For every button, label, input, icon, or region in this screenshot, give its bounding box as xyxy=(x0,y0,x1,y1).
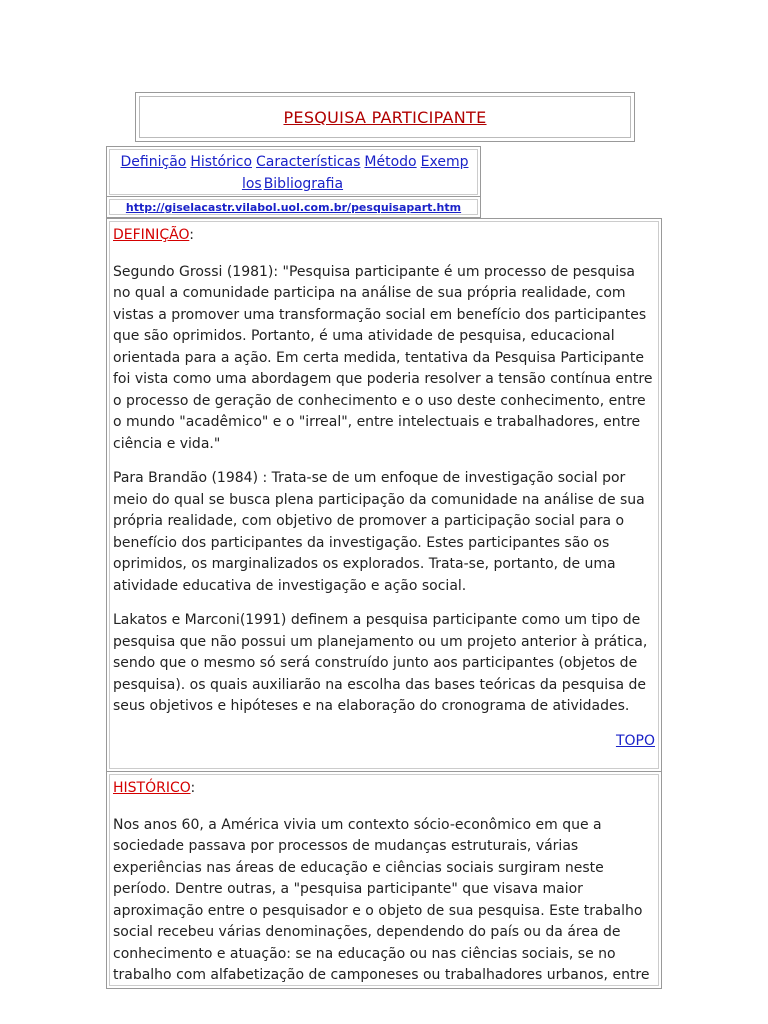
definicao-paragraph-2: Para Brandão (1984) : Trata-se de um enfoque de investigação social por meio do qual se busca plena participação da comunidade na análise de sua própria realidade, com objetivo de promover a participação social para o benefício dos participantes da investigação. Estes participantes são os oprimidos, os marginalizados os explorados. Trata-se, portanto, de uma atividade educativa de investigação e ação social. xyxy=(113,470,645,594)
historico-paragraph-1: Nos anos 60, a América vivia um contexto sócio-econômico em que a sociedade passava por processos de mudanças estruturais, várias experiências nas áreas de educação e ciências sociais surgiram neste período. Dentre outras, a "pesquisa participante" que visava maior aproximação entre o pesquisador e o objeto de sua pesquisa. Este trabalho social recebeu várias denominações, dependendo do país ou da área de conhecimento e atuação: se na educação ou nas ciências sociais, se no trabalho com alfabetização de camponeses ou trabalhadores urbanos, entre xyxy=(113,816,650,983)
nav-link-metodo[interactable]: Método xyxy=(364,154,417,170)
title-inner xyxy=(139,96,631,138)
definicao-paragraph-3: Lakatos e Marconi(1991) definem a pesquisa participante como um tipo de pesquisa que não possui um planejamento ou um projeto anterior à prática, sendo que o mesmo só será construído junto aos participantes (objetos de pesquisa). os quais auxiliarão na escolha das bases teóricas da pesquisa de seus objetivos e hipóteses e na elaboração do cronograma de atividades. xyxy=(113,612,648,714)
page-title: PESQUISA PARTICIPANTE xyxy=(283,107,487,127)
nav-link-definicao[interactable]: Definição xyxy=(120,154,187,170)
definicao-paragraph-1: Segundo Grossi (1981): "Pesquisa participante é um processo de pesquisa no qual a comunidade participa na análise de sua própria realidade, com vistas a promover uma transformação social em benefício dos participantes que são oprimidos. Portanto, é uma atividade de pesquisa, educacional orientada para a ação. Em certa medida, tentativa da Pesquisa Participante foi vista como uma abordagem que poderia resolver a tensão contínua entre o processo de geração de conhecimento e o uso deste conhecimento, entre o mundo "acadêmico" e o "irreal", entre intelectuais e trabalhadores, entre ciência e vida." xyxy=(113,263,653,452)
nav-link-historico[interactable]: Histórico xyxy=(190,154,253,170)
nav-links xyxy=(109,149,478,195)
url-inner xyxy=(109,199,478,215)
section-historico-content xyxy=(109,774,659,986)
nav-box xyxy=(106,146,481,198)
historico-colon: : xyxy=(190,780,196,796)
historico-heading[interactable]: HISTÓRICO xyxy=(113,780,191,796)
section-historico xyxy=(106,771,662,989)
section-definicao-content xyxy=(109,221,659,769)
topo-line xyxy=(113,731,655,753)
historico-heading-line xyxy=(113,778,655,800)
definicao-colon: : xyxy=(189,227,195,243)
nav-link-bibliografia[interactable]: Bibliografia xyxy=(263,176,344,192)
nav-link-exemplos-part2: los xyxy=(241,176,262,192)
nav-link-exemplos-part1: Exemp xyxy=(420,154,469,170)
definicao-heading-line xyxy=(113,225,655,247)
url-box xyxy=(106,196,481,218)
title-box xyxy=(135,92,635,142)
source-url-link[interactable]: http://giselacastr.vilabol.uol.com.br/pesquisapart.htm xyxy=(125,201,462,214)
nav-link-caracteristicas[interactable]: Características xyxy=(256,154,361,170)
topo-link[interactable]: TOPO xyxy=(615,732,655,749)
section-definicao xyxy=(106,218,662,772)
definicao-heading[interactable]: DEFINIÇÃO xyxy=(113,227,190,243)
